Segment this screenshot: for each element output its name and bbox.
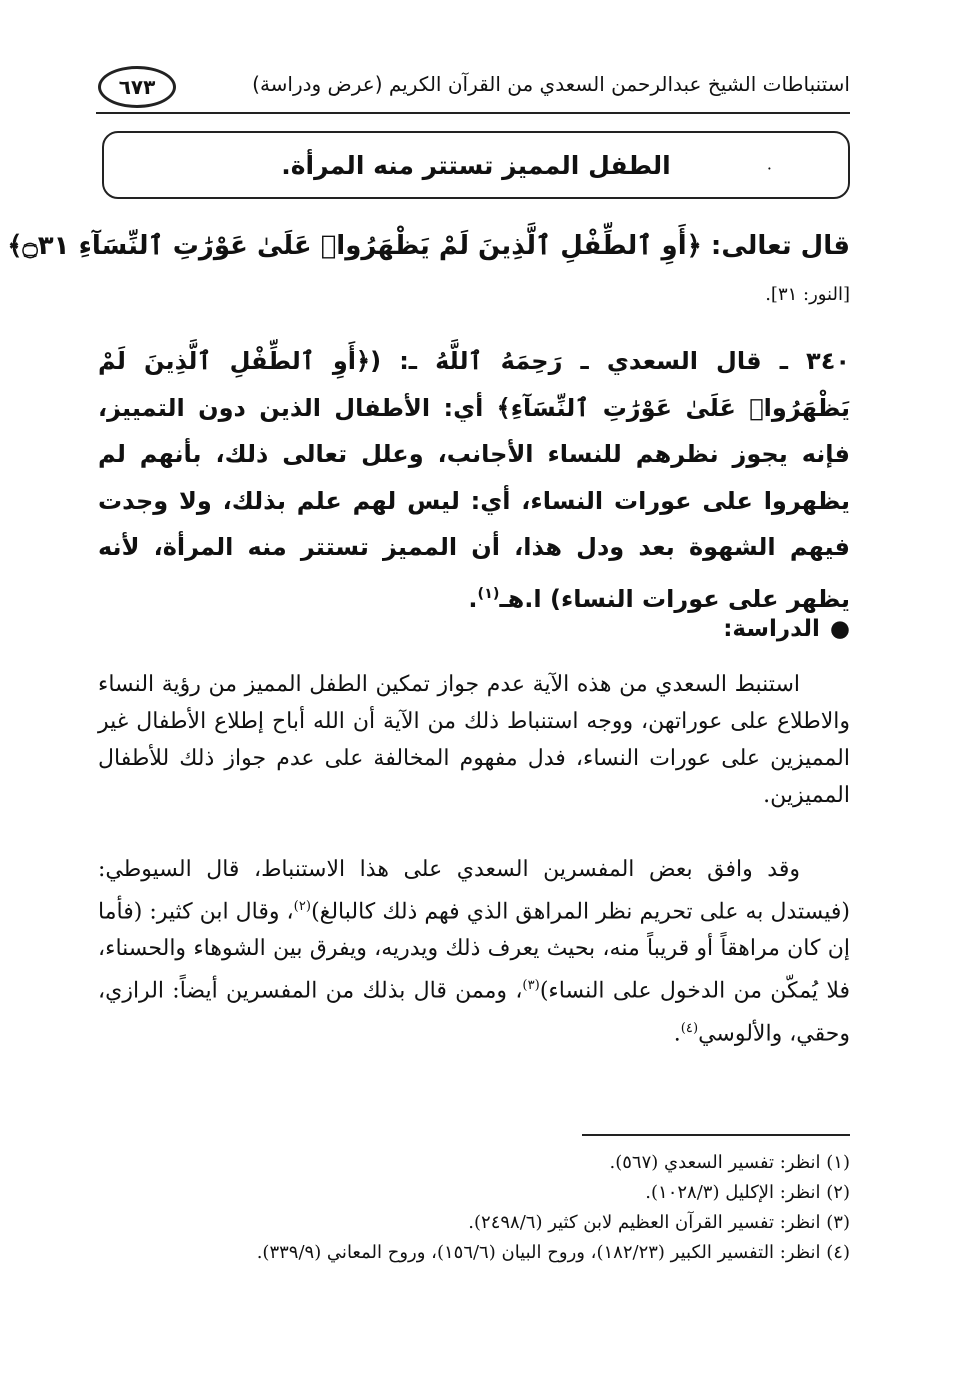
decorative-dot: · <box>766 159 772 178</box>
verse-reference: [النور: ٣١]. <box>765 284 850 305</box>
footnote-ref-3: (٣) <box>522 978 540 994</box>
footnote: (٣) انظر: تفسير القرآن العظيم لابن كثير (٢٤٩٨/٦). <box>468 1212 850 1233</box>
header-title: استنباطات الشيخ عبدالرحمن السعدي من القرآن الكريم (عرض ودراسة) <box>252 72 850 96</box>
footnote: (٢) انظر: الإكليل (١٠٢٨/٣). <box>645 1182 850 1203</box>
footnote-ref-1: (١) <box>477 585 500 602</box>
verse-intro: قال تعالى: ﴿أَوِ ٱلطِّفْلِ ٱلَّذِينَ لَمْ يَظْهَرُوا۟ عَلَىٰ عَوْرَٰتِ ٱلنِّسَآءِ ۝٣١﴾ <box>7 231 850 261</box>
bullet-icon: ● <box>829 616 850 642</box>
paragraph-2-part-a: وقد وافق بعض المفسرين السعدي على هذا الاستنباط، قال السيوطي: (فيستدل به على تحريم نظر المراهق الذي فهم ذلك كالبالغ) <box>98 857 850 925</box>
footnote: (٤) انظر: التفسير الكبير (١٨٢/٢٣)، وروح البيان (١٥٦/٦)، وروح المعاني (٣٣٩/٩). <box>256 1242 850 1263</box>
study-paragraph-1: استنبط السعدي من هذه الآية عدم جواز تمكين الطفل المميز من رؤية النساء والاطلاع على عوراتهن، ووجه استنباط ذلك من الآية أن الله أباح إطلاع الأطفال غير المميزين على عورات النساء، فدل مفهوم المخالفة على عدم جواز ذلك للأطفال المميزين. <box>98 672 850 808</box>
section-title: الطفل المميز تستتر منه المرأة. <box>281 150 671 180</box>
footnote-ref-2: (٢) <box>293 899 312 914</box>
quote-text: ٣٤٠ ـ قال السعدي ـ رَحِمَهُ ٱللَّهُ ـ: (﴿أَوِ ٱلطِّفْلِ ٱلَّذِينَ لَمْ يَظْهَرُوا۟ عَلَىٰ عَوْرَٰتِ ٱلنِّسَآءِ﴾ أي: الأطفال الذين دون التمييز، فإنه يجوز نظرهم للنساء الأجانب، وعلل تعالى ذلك، بأنهم لم يظهروا على عورات النساء، أي: ليس لهم علم بذلك، ولا وجدت فيهم الشهوة بعد ودل هذا، أن المميز تستتر منه المرأة، لأنه يظهر على عورات النساء) ا.هـ <box>98 347 850 613</box>
paragraph-2-part-c: ، وممن قال بذلك من المفسرين أيضاً: الرازي، وحقي، والألوسي <box>98 978 850 1046</box>
footnotes <box>98 1148 850 1268</box>
study-heading-text: الدراسة: <box>723 616 820 642</box>
saadi-quote: ٣٤٠ ـ قال السعدي ـ رَحِمَهُ ٱللَّهُ ـ: (﴿أَوِ ٱلطِّفْلِ ٱلَّذِينَ لَمْ يَظْهَرُوا۟ عَلَىٰ عَوْرَٰتِ ٱلنِّسَآءِ﴾ أي: الأطفال الذين دون التمييز، فإنه يجوز نظرهم للنساء الأجانب، وعلل تعالى ذلك، بأنهم لم يظهروا على عورات النساء، أي: ليس لهم علم بذلك، ولا وجدت فيهم الشهوة بعد ودل هذا، أن المميز تستتر منه المرأة، لأنه يظهر على عورات النساء) ا.هـ$^{(١)}$. <box>98 347 850 613</box>
footnote-ref-4: (٤) <box>680 1020 699 1036</box>
footnote-separator <box>582 1134 850 1136</box>
section-title-box <box>102 131 850 199</box>
footnote: (١) انظر: تفسير السعدي (٥٦٧). <box>609 1152 850 1173</box>
study-paragraph-2 <box>98 851 850 1052</box>
study-heading <box>98 611 850 647</box>
running-header <box>96 66 850 114</box>
paragraph-2-end: . <box>673 1020 681 1046</box>
paragraph-2-part-b: ، وقال ابن كثير: (فأما إن كان مراهقاً أو قريباً منه، بحيث يعرف ذلك ويدريه، ويفرق بين الشوهاء والحسناء، فلا يُمكّن من الدخول على النساء) <box>98 899 850 1004</box>
page-number: ٦٧٣ <box>98 66 176 108</box>
